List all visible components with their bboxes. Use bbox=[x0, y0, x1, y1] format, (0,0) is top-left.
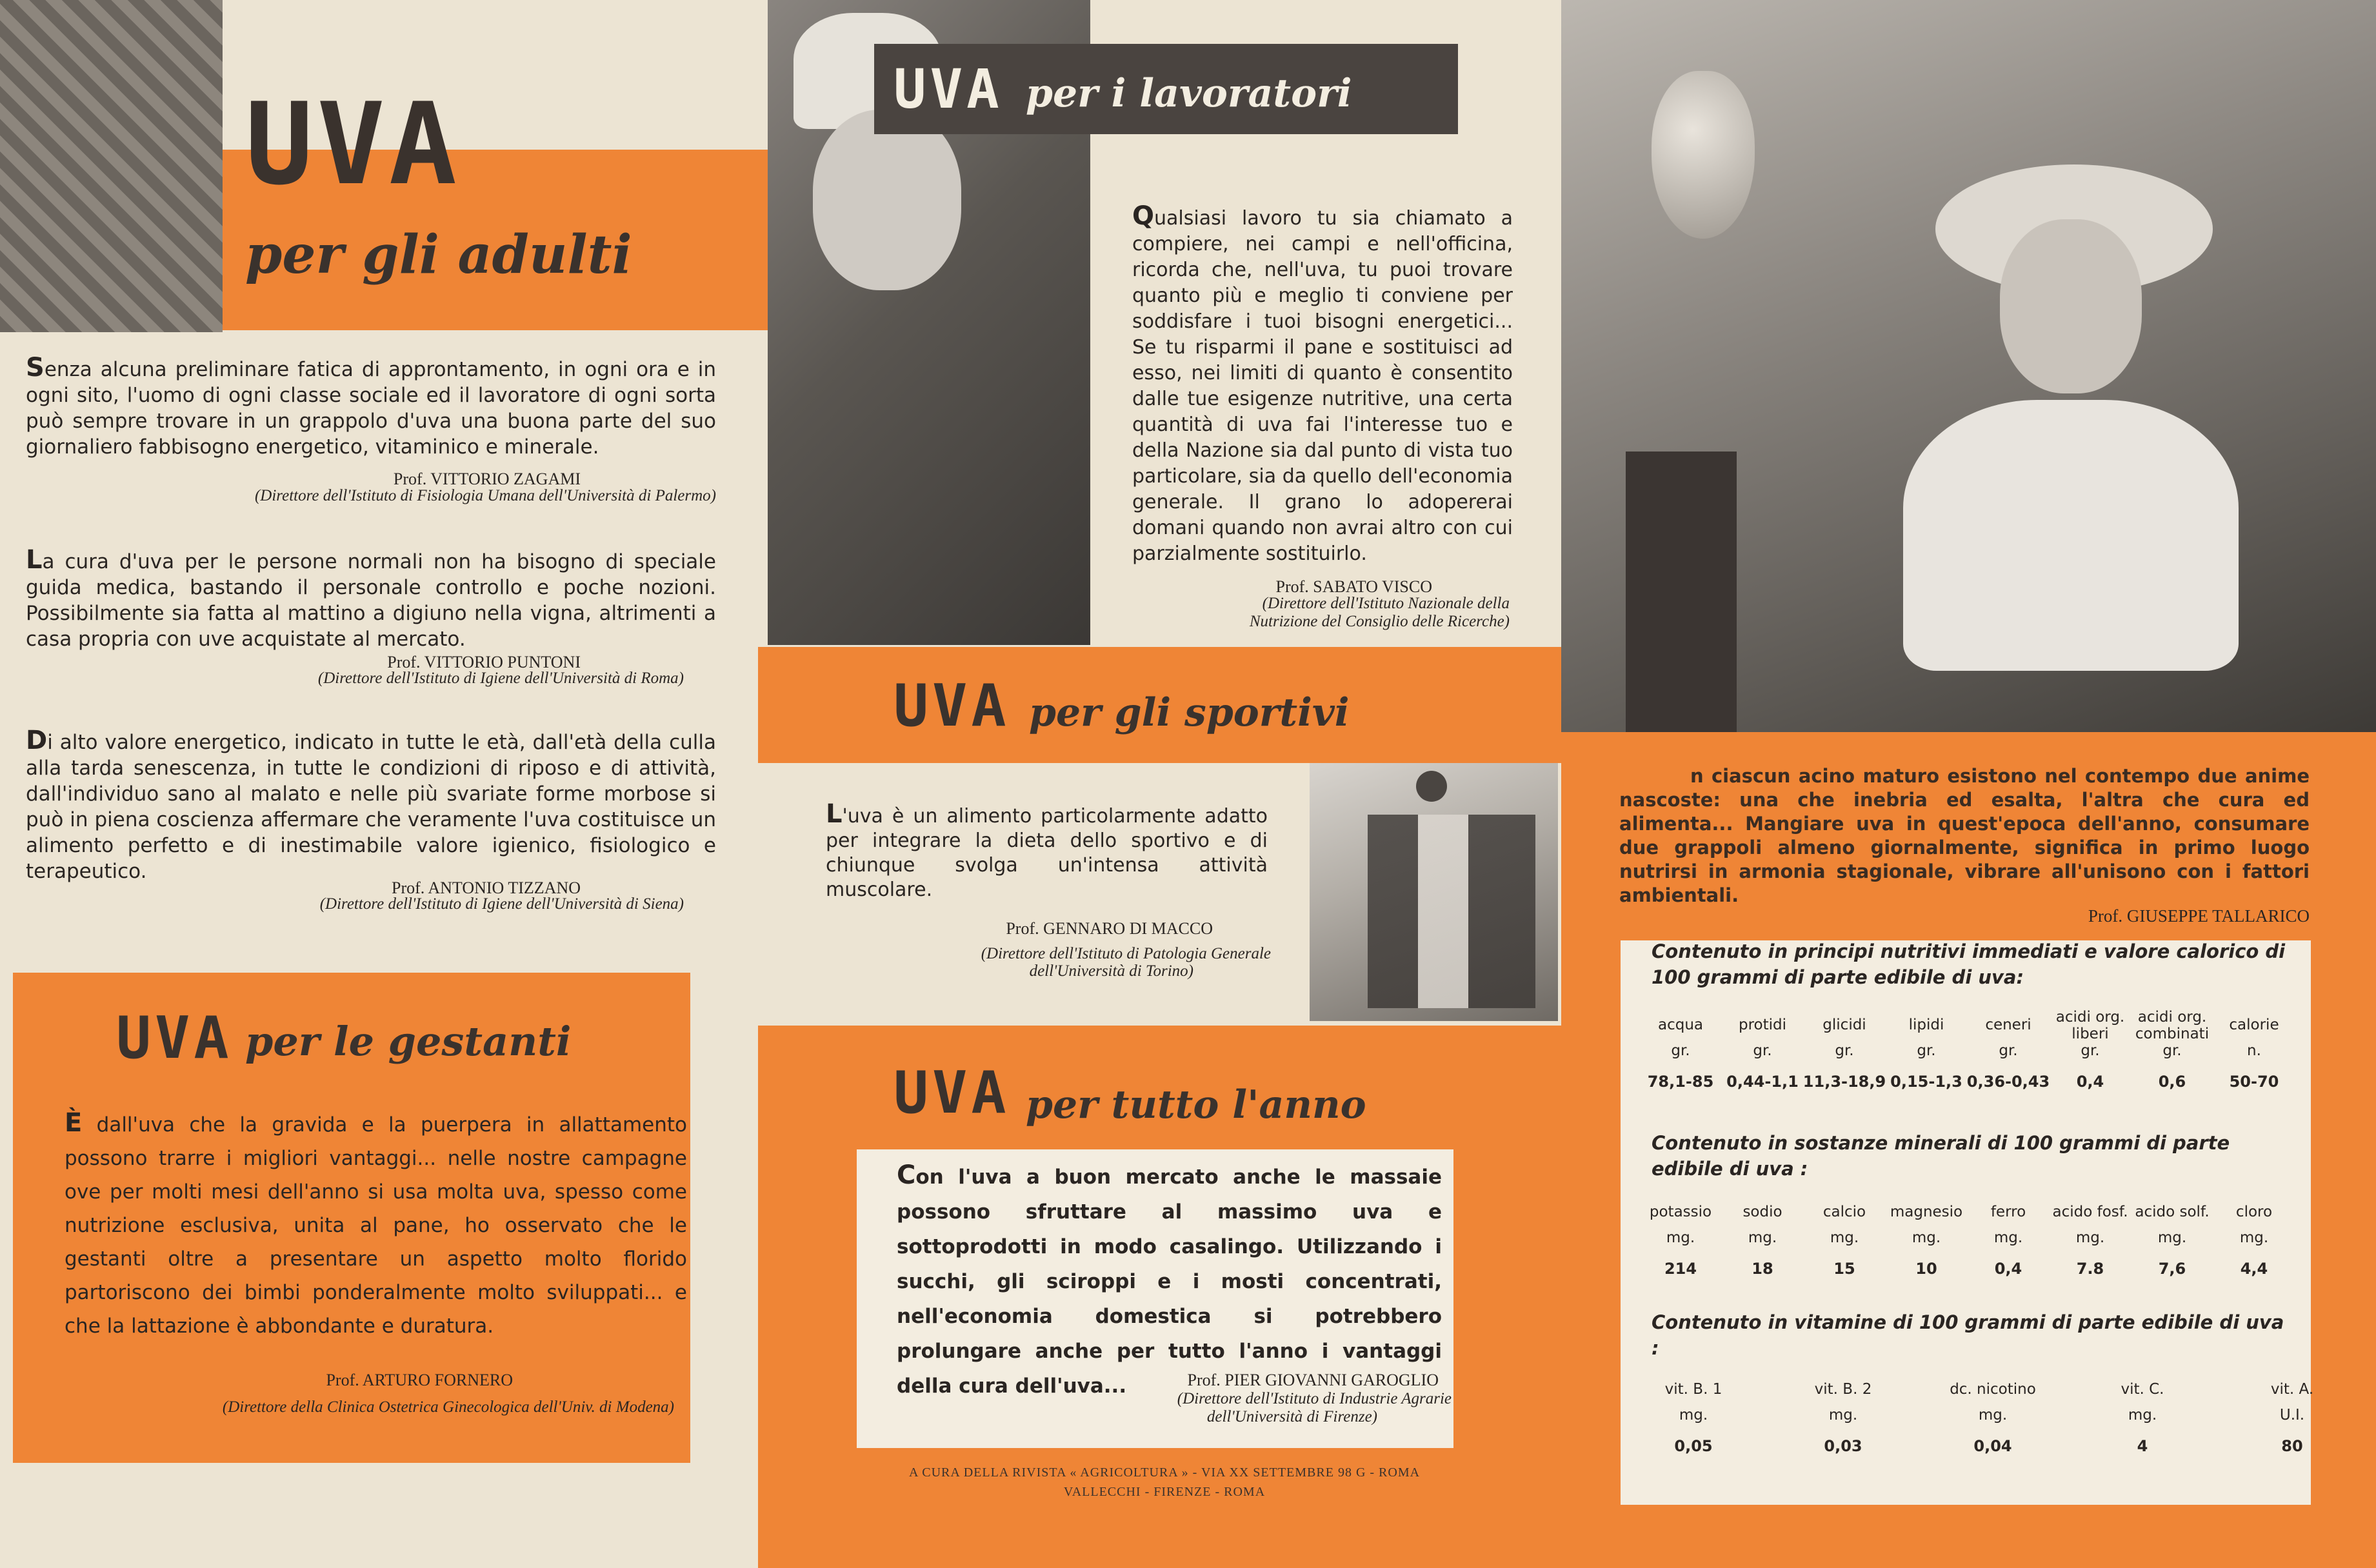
table-col-unit: mg. bbox=[2075, 1229, 2105, 1246]
quote-text: on l'uva a buon mercato anche le massaie possono sfruttare al massimo uva e sottoprodotti in modo casalingo. Utilizzando i succhi, gli sciroppi e i mosti concentrati, nell'economia domestica si potrebbero prolungare anche per tutto l'anno i vantaggi della cura dell'uva... bbox=[897, 1166, 1442, 1398]
quote-text: ualsiasi lavoro tu sia chiamato a compiere, nei campi e nell'officina, ricorda che, nell'uva, tu puoi trovare quanto più e meglio ti conviene per soddisfare i tuoi bisogni energetici... Se tu risparmi il pane e sostituisci ad esso, nei limiti di quanto è consentito dalle tue esigenze nutritive, una certa quantità di uva fai l'interesse tuo e della Nazione sia dal punto di vista tuo particolare, sia da quello dell'economia generale. Il grano lo adopererai domani quando non avrai altro con cui parzialmente sostituirlo. bbox=[1132, 207, 1513, 565]
players bbox=[1368, 815, 1535, 1008]
football-photo bbox=[1310, 763, 1558, 1021]
table-col-unit: mg. bbox=[2239, 1229, 2269, 1246]
sportivi-quote bbox=[826, 799, 1268, 902]
table-col-value: 78,1-85 bbox=[1647, 1073, 1714, 1091]
table-col-value: 10 bbox=[1915, 1260, 1937, 1278]
table-col-unit: mg. bbox=[1679, 1407, 1708, 1424]
anno-prof: Prof. PIER GIOVANNI GAROGLIO bbox=[1187, 1371, 1439, 1389]
woman-blouse bbox=[1903, 400, 2239, 671]
table-col-unit: gr. bbox=[2081, 1042, 2100, 1059]
gestanti-uva-title: UVA bbox=[116, 1004, 233, 1072]
table-col-header: calorie bbox=[2229, 1017, 2279, 1033]
gestanti-prof: Prof. ARTURO FORNERO bbox=[326, 1371, 513, 1389]
table-col-value: 4 bbox=[2137, 1437, 2148, 1455]
table-col-header: acqua bbox=[1657, 1017, 1703, 1033]
grapes-bunch bbox=[1652, 71, 1755, 239]
table-col-header: potassio bbox=[1649, 1204, 1712, 1220]
table-col-unit: mg. bbox=[1993, 1229, 2023, 1246]
table-col-value: 0,4 bbox=[1994, 1260, 2022, 1278]
anno-subtitle: per tutto l'anno bbox=[1026, 1082, 1366, 1127]
adulti-inst-2: (Direttore dell'Istituto di Igiene dell'Università di Roma) bbox=[317, 670, 684, 687]
acino-prof: Prof. GIUSEPPE TALLARICO bbox=[2088, 906, 2310, 926]
table-col-value: 0,15-1,3 bbox=[1890, 1073, 1962, 1091]
table-col-value: 15 bbox=[1833, 1260, 1855, 1278]
table-col-value: 7,6 bbox=[2158, 1260, 2186, 1278]
vit-table bbox=[1639, 1380, 2314, 1471]
anno-quote bbox=[897, 1158, 1442, 1404]
table-col-unit: gr. bbox=[1753, 1042, 1772, 1059]
table-col-header: vit. B. 2 bbox=[1814, 1381, 1872, 1398]
table-col-unit: gr. bbox=[1917, 1042, 1936, 1059]
footer-credit-1: A CURA DELLA RIVISTA « AGRICOLTURA » - VIA XX SETTEMBRE 98 G - ROMA bbox=[908, 1465, 1421, 1480]
table-col-header-2: liberi bbox=[2072, 1026, 2109, 1042]
anno-inst-2: dell'Università di Firenze) bbox=[1206, 1408, 1377, 1425]
worker-face bbox=[813, 110, 961, 290]
table-col-value: 0,6 bbox=[2158, 1073, 2186, 1091]
table-col-unit: mg. bbox=[2128, 1407, 2157, 1424]
ball bbox=[1416, 771, 1447, 802]
adulti-quote-3 bbox=[26, 728, 716, 884]
table-col-header: acido solf. bbox=[2135, 1204, 2210, 1220]
dropcap: L bbox=[826, 799, 843, 829]
table-col-header: ferro bbox=[1990, 1204, 2026, 1220]
lavoratori-inst-2: Nutrizione del Consiglio delle Ricerche) bbox=[1249, 613, 1510, 630]
table-col-unit: gr. bbox=[1671, 1042, 1690, 1059]
quote-text: n ciascun acino maturo esistono nel contempo due anime nascoste: una che inebria ed esalta, l'altra che cura ed alimenta... Mangiare uva in quest'epoca dell'anno, consumare due grappoli almeno giornalmente, significa in primo luogo nutrirsi in armonia stagionale, vibrare all'unisono con i fattori ambientali. bbox=[1619, 765, 2310, 906]
adulti-subtitle: per gli adulti bbox=[245, 224, 632, 286]
table-col-unit: mg. bbox=[1666, 1229, 1695, 1246]
table-col-header: vit. A. bbox=[2270, 1381, 2314, 1398]
table-col-header: lipidi bbox=[1908, 1017, 1944, 1033]
sportivi-inst-1: (Direttore dell'Istituto di Patologia Generale bbox=[981, 945, 1271, 962]
table-col-value: 7.8 bbox=[2076, 1260, 2104, 1278]
table-col-header: vit. B. 1 bbox=[1664, 1381, 1722, 1398]
dropcap: C bbox=[897, 1160, 916, 1190]
gestanti-quote bbox=[65, 1106, 687, 1343]
quote-text: i alto valore energetico, indicato in tutte le età, dall'età della culla alla tarda senescenza, in tutte le condizioni di riposo e di attività, dall'individuo sano al malato e nelle più svariate forme morbose si può in piena coscienza affermare che veramente l'uva costituisce un alimento perfetto e di inestimabile valore igienico, fisiologico e terapeutico. bbox=[26, 731, 716, 883]
table-col-value: 0,36-0,43 bbox=[1966, 1073, 2050, 1091]
table-col-value: 0,44-1,1 bbox=[1726, 1073, 1799, 1091]
footer-credit-2: VALLECCHI - FIRENZE - ROMA bbox=[1063, 1485, 1266, 1499]
dropcap: Q bbox=[1132, 201, 1155, 231]
table-col-header-2: combinati bbox=[2135, 1026, 2210, 1042]
table-col-header: dc. nicotino bbox=[1950, 1381, 2036, 1398]
nutr-table bbox=[1639, 1009, 2310, 1106]
lavoratori-quote bbox=[1132, 203, 1513, 567]
lavoratori-inst-1: (Direttore dell'Istituto Nazionale della bbox=[1262, 595, 1510, 612]
adulti-prof-1: Prof. VITTORIO ZAGAMI bbox=[393, 470, 581, 488]
table-col-unit: gr. bbox=[1835, 1042, 1854, 1059]
quote-text: 'uva è un alimento particolarmente adatto per integrare la dieta dello sportivo e di chiunque svolga un'intensa attività muscolare. bbox=[826, 805, 1268, 901]
sportivi-prof: Prof. GENNARO DI MACCO bbox=[1006, 919, 1213, 938]
table-col-unit: n. bbox=[2247, 1042, 2261, 1059]
sportivi-subtitle: per gli sportivi bbox=[1029, 690, 1350, 735]
min-table bbox=[1639, 1203, 2310, 1293]
table-col-value: 80 bbox=[2281, 1437, 2303, 1455]
table-col-header: acidi org. bbox=[2137, 1009, 2207, 1026]
table-col-value: 0,04 bbox=[1973, 1437, 2012, 1455]
adulti-inst-1: (Direttore dell'Istituto di Fisiologia Umana dell'Università di Palermo) bbox=[254, 487, 716, 504]
dropcap: È bbox=[65, 1108, 83, 1138]
dropcap: S bbox=[26, 353, 45, 382]
adulti-quote-2 bbox=[26, 547, 716, 652]
table-col-header: acido fosf. bbox=[2052, 1204, 2128, 1220]
table-col-header: protidi bbox=[1738, 1017, 1787, 1033]
table-col-value: 214 bbox=[1664, 1260, 1697, 1278]
table-col-unit: gr. bbox=[1999, 1042, 2018, 1059]
nutr-heading: Contenuto in principi nutritivi immediati e valore calorico di 100 grammi di parte edibile di uva: bbox=[1652, 940, 2286, 988]
acino-quote bbox=[1619, 764, 2310, 908]
table-col-unit: mg. bbox=[1978, 1407, 2008, 1424]
anno-inst-1: (Direttore dell'Istituto di Industrie Agrarie bbox=[1177, 1390, 1452, 1407]
sportivi-inst-2: dell'Università di Torino) bbox=[1029, 962, 1193, 980]
adulti-prof-2: Prof. VITTORIO PUNTONI bbox=[387, 653, 581, 671]
table-col-value: 11,3-18,9 bbox=[1802, 1073, 1886, 1091]
table-col-unit: mg. bbox=[1912, 1229, 1941, 1246]
adulti-inst-3: (Direttore dell'Istituto di Igiene dell'Università di Siena) bbox=[319, 895, 684, 913]
quote-text: dall'uva che la gravida e la puerpera in allattamento possono trarre i migliori vantaggi... nelle nostre campagne ove per molti mesi dell'anno si usa molta uva, spesso come nutrizione esclusiva, unita al pane, ho osservato che le gestanti oltre a presentare un aspetto molto florido partoriscono dei bimbi ponderalmente molto sviluppati... e che la lattazione è abbondante e duratura. bbox=[65, 1113, 688, 1338]
table-col-unit: mg. bbox=[1828, 1407, 1858, 1424]
vit-heading: Contenuto in vitamine di 100 grammi di parte edibile di uva : bbox=[1652, 1311, 2284, 1359]
table-col-header: calcio bbox=[1822, 1204, 1866, 1220]
gestanti-subtitle: per le gestanti bbox=[245, 1018, 572, 1065]
lavoratori-subtitle: per i lavoratori bbox=[1026, 71, 1352, 116]
table-col-header: glicidi bbox=[1822, 1017, 1866, 1033]
adulti-uva-title: UVA bbox=[245, 79, 461, 210]
table-col-value: 0,03 bbox=[1824, 1437, 1862, 1455]
table-col-value: 4,4 bbox=[2240, 1260, 2268, 1278]
dropcap: L bbox=[26, 545, 43, 575]
lavoratori-uva-title: UVA bbox=[893, 57, 1003, 121]
table-col-unit: mg. bbox=[1748, 1229, 1777, 1246]
relief-photo bbox=[0, 0, 223, 332]
table-col-unit: mg. bbox=[2157, 1229, 2187, 1246]
table-col-header: vit. C. bbox=[2121, 1381, 2164, 1398]
table-col-value: 18 bbox=[1752, 1260, 1773, 1278]
dropcap: D bbox=[26, 726, 48, 755]
gestanti-inst: (Direttore della Clinica Ostetrica Ginecologica dell'Univ. di Modena) bbox=[222, 1398, 674, 1416]
table-col-value: 50-70 bbox=[2229, 1073, 2279, 1091]
table-col-header: ceneri bbox=[1985, 1017, 2032, 1033]
table-col-unit: mg. bbox=[1830, 1229, 1859, 1246]
table-col-header: magnesio bbox=[1890, 1204, 1963, 1220]
quote-text: a cura d'uva per le persone normali non ha bisogno di speciale guida medica, bastando il personale controllo e poche nozioni. Possibilmente sia fatta al mattino a digiuno nella vigna, altrimenti a casa propria con uve acquistate al mercato. bbox=[26, 550, 716, 651]
adulti-quote-1 bbox=[26, 355, 716, 460]
lavoratori-prof: Prof. SABATO VISCO bbox=[1275, 577, 1432, 596]
woman-face bbox=[2000, 219, 2142, 393]
anno-uva-title: UVA bbox=[893, 1059, 1010, 1127]
table-col-unit: gr. bbox=[2162, 1042, 2182, 1059]
quote-text: enza alcuna preliminare fatica di approntamento, in ogni ora e in ogni sito, l'uomo di ogni classe sociale ed il lavoratore di ogni sorta può sempre trovare in un grappolo d'uva una buona parte del suo giornaliero fabbisogno energetico, vitaminico e minerale. bbox=[26, 358, 716, 459]
adulti-prof-3: Prof. ANTONIO TIZZANO bbox=[392, 878, 581, 897]
table-col-value: 0,05 bbox=[1674, 1437, 1713, 1455]
table-col-header: cloro bbox=[2235, 1204, 2273, 1220]
table-col-unit: U.I. bbox=[2279, 1407, 2305, 1424]
sportivi-uva-title: UVA bbox=[893, 672, 1010, 740]
table-col-header: acidi org. bbox=[2055, 1009, 2125, 1026]
min-heading: Contenuto in sostanze minerali di 100 grammi di parte edibile di uva : bbox=[1652, 1132, 2230, 1180]
table-col-header: sodio bbox=[1742, 1204, 1782, 1220]
table-col-value: 0,4 bbox=[2076, 1073, 2104, 1091]
